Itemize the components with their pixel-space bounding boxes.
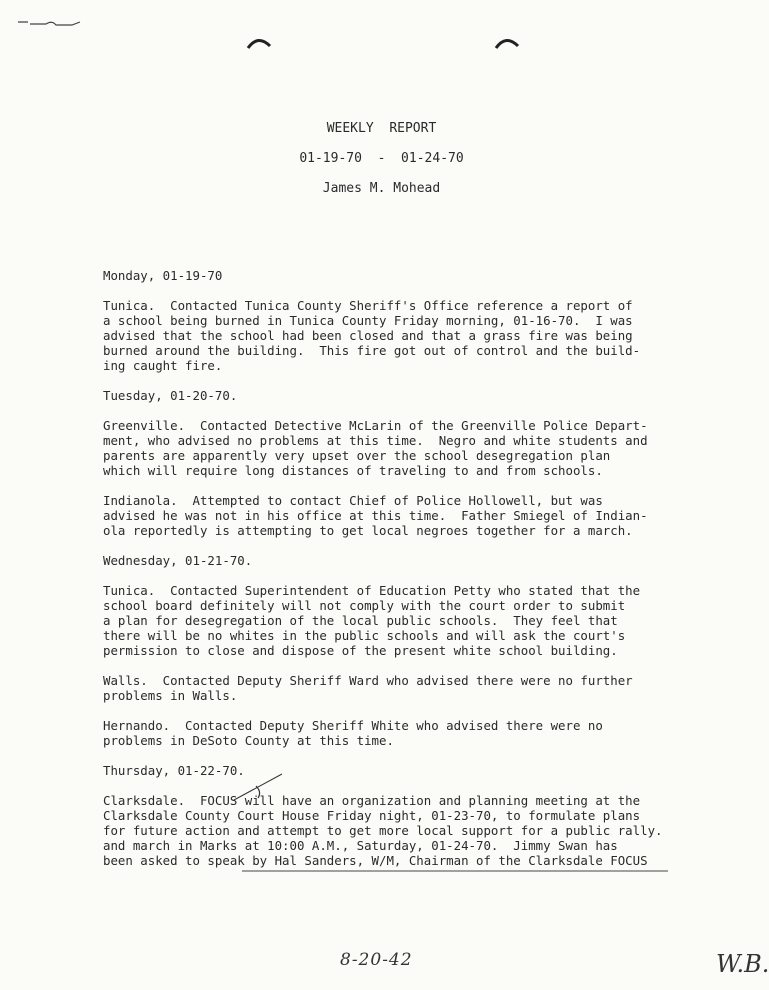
handwritten-file-number: 8-20-42 [340,950,413,970]
entry-paragraph: Hernando. Contacted Deputy Sheriff White who advised there were no problems in DeSoto County at this time. [103,718,603,748]
entry-paragraph: Walls. Contacted Deputy Sheriff Ward who advised there were no further problems in Walls. [103,673,633,703]
entry-paragraph: Indianola. Attempted to contact Chief of Police Hollowell, but was advised he was not in his office at this time. Father Smiegel of Indian- ola reportedly is attempting to get local negroes together for a march. [103,493,648,538]
entry-date: Wednesday, 01-21-70. [103,553,253,568]
entry-paragraph: Tunica. Contacted Tunica County Sheriff's Office reference a report of a school being burned in Tunica County Friday morning, 01-16-70. I was advised that the school had been closed and that a grass fire was being burned around the building. This fire got out of control and the build- ing caught fire. [103,298,641,373]
entry-date: Monday, 01-19-70 [103,268,223,283]
entry-date: Thursday, 01-22-70. [103,763,245,778]
entry-date: Tuesday, 01-20-70. [103,388,238,403]
handwritten-initials: W.B. [716,950,769,978]
pen-mark [230,770,290,806]
entry-paragraph: Clarksdale. FOCUS will have an organization and planning meeting at the Clarksdale County Court House Friday night, 01-23-70, to formulate plans for future action and attempt to get more local support for a public rally. and march in Marks at 10:00 A.M., Saturday, 01-24-70. Jimmy Swan has been asked to speak by Hal Sanders, W/M, Chairman of the Clarksdale FOCUS [103,793,663,868]
entry-paragraph: Greenville. Contacted Detective McLarin of the Greenville Police Depart- ment, who advised no problems at this time. Negro and white students and parents are apparently very upset over the school desegregation plan which will require long distances of traveling to and from schools. [103,418,648,478]
report-date-range: 01-19-70 - 01-24-70 [299,151,464,166]
report-author: James M. Mohead [322,181,441,196]
binder-hole-mark-left [246,34,274,52]
report-title: WEEKLY REPORT [326,121,437,136]
binder-hole-mark-right [494,34,522,52]
entry-paragraph: Tunica. Contacted Superintendent of Education Petty who stated that the school board definitely will not comply with the court order to submit a plan for desegregation of the local public schools. They feel that there will be no whites in the public schools and will ask the court's permission to close and dispose of the present white school building. [103,583,641,658]
underline-mark [240,868,670,874]
report-body [103,268,663,883]
corner-scribble-mark [16,16,86,30]
